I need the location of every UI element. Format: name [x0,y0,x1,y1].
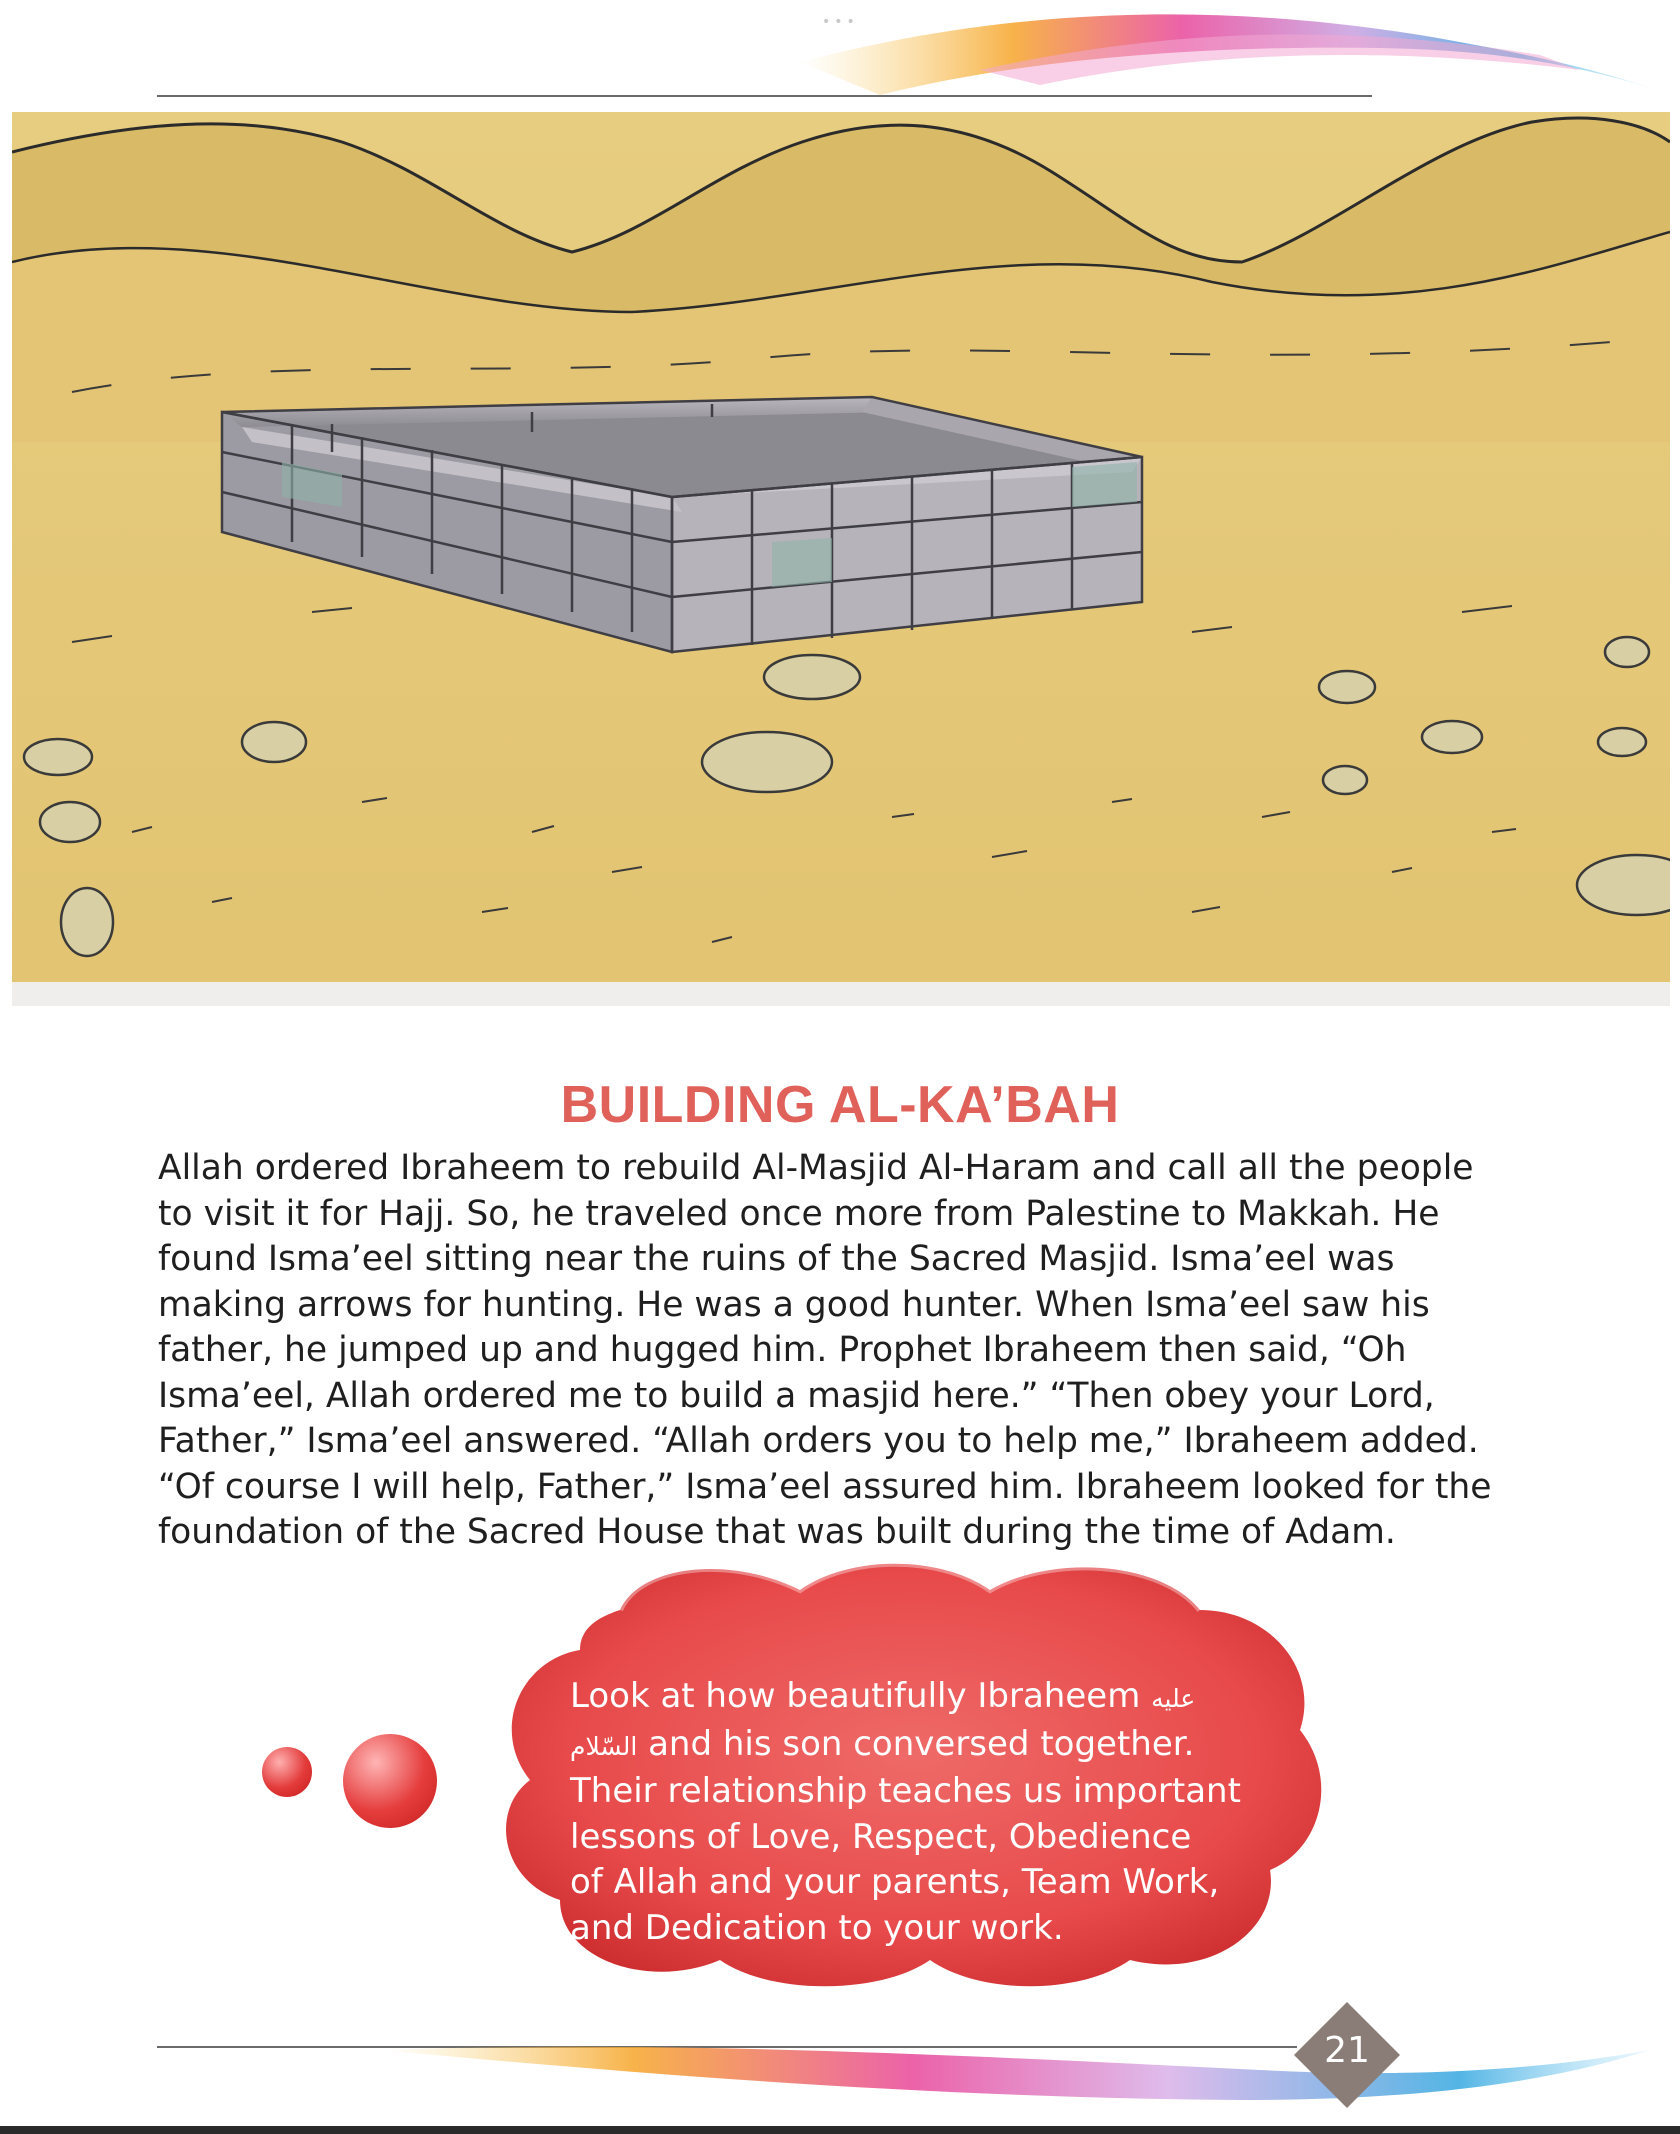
drag-handle-icon[interactable]: ••• [822,14,859,30]
top-rainbow-swoosh [780,0,1660,110]
arabic-honorific: عليه [1151,1684,1196,1713]
bubble-line-2 [570,1722,1290,1770]
bubble-line-6: and Dedication to your work. [570,1907,1064,1948]
thought-dot-small [262,1747,312,1797]
bubble-text: Look at how beautifully Ibraheem [570,1676,1141,1716]
viewer-bottom-bar [0,2126,1680,2134]
story-line: Allah ordered Ibraheem to rebuild Al-Masjid Al-Haram and call all the people [158,1148,1474,1188]
desert-kaaba-foundation-illustration [12,112,1670,982]
bubble-line-4: lessons of Love, Respect, Obedience [570,1816,1192,1857]
bubble-line-1 [570,1674,1290,1722]
bottom-rainbow-swoosh [360,2030,1660,2120]
story-line: found Isma’eel sitting near the ruins of the Sacred Masjid. Isma’eel was [158,1239,1395,1279]
story-line: Isma’eel, Allah ordered me to build a masjid here.” “Then obey your Lord, [158,1375,1435,1416]
image-bottom-band [12,982,1670,1006]
story-line: foundation of the Sacred House that was built during the time of Adam. [158,1512,1396,1552]
story-line: Father,” Isma’eel answered. “Allah orders you to help me,” Ibraheem added. [158,1421,1479,1461]
story-line: to visit it for Hajj. So, he traveled once more from Palestine to Makkah. He [158,1193,1440,1234]
bubble-line-5: of Allah and your parents, Team Work, [570,1862,1220,1902]
bubble-line-3: Their relationship teaches us important [570,1771,1241,1811]
thought-bubble-text [570,1674,1290,1951]
story-line: making arrows for hunting. He was a good hunter. When Isma’eel saw his [158,1284,1430,1325]
bubble-text: and his son conversed together. [637,1723,1195,1764]
story-paragraph [158,1146,1598,1556]
thought-dot-large [343,1734,437,1828]
story-line: father, he jumped up and hugged him. Prophet Ibraheem then said, “Oh [158,1330,1407,1370]
page-title: BUILDING AL-KA’BAH [560,1075,1120,1134]
arabic-honorific: السّلام [570,1731,638,1761]
top-divider [157,95,1372,97]
story-line: “Of course I will help, Father,” Isma’eel assured him. Ibraheem looked for the [158,1466,1492,1507]
page-number: 21 [1324,2030,1370,2071]
